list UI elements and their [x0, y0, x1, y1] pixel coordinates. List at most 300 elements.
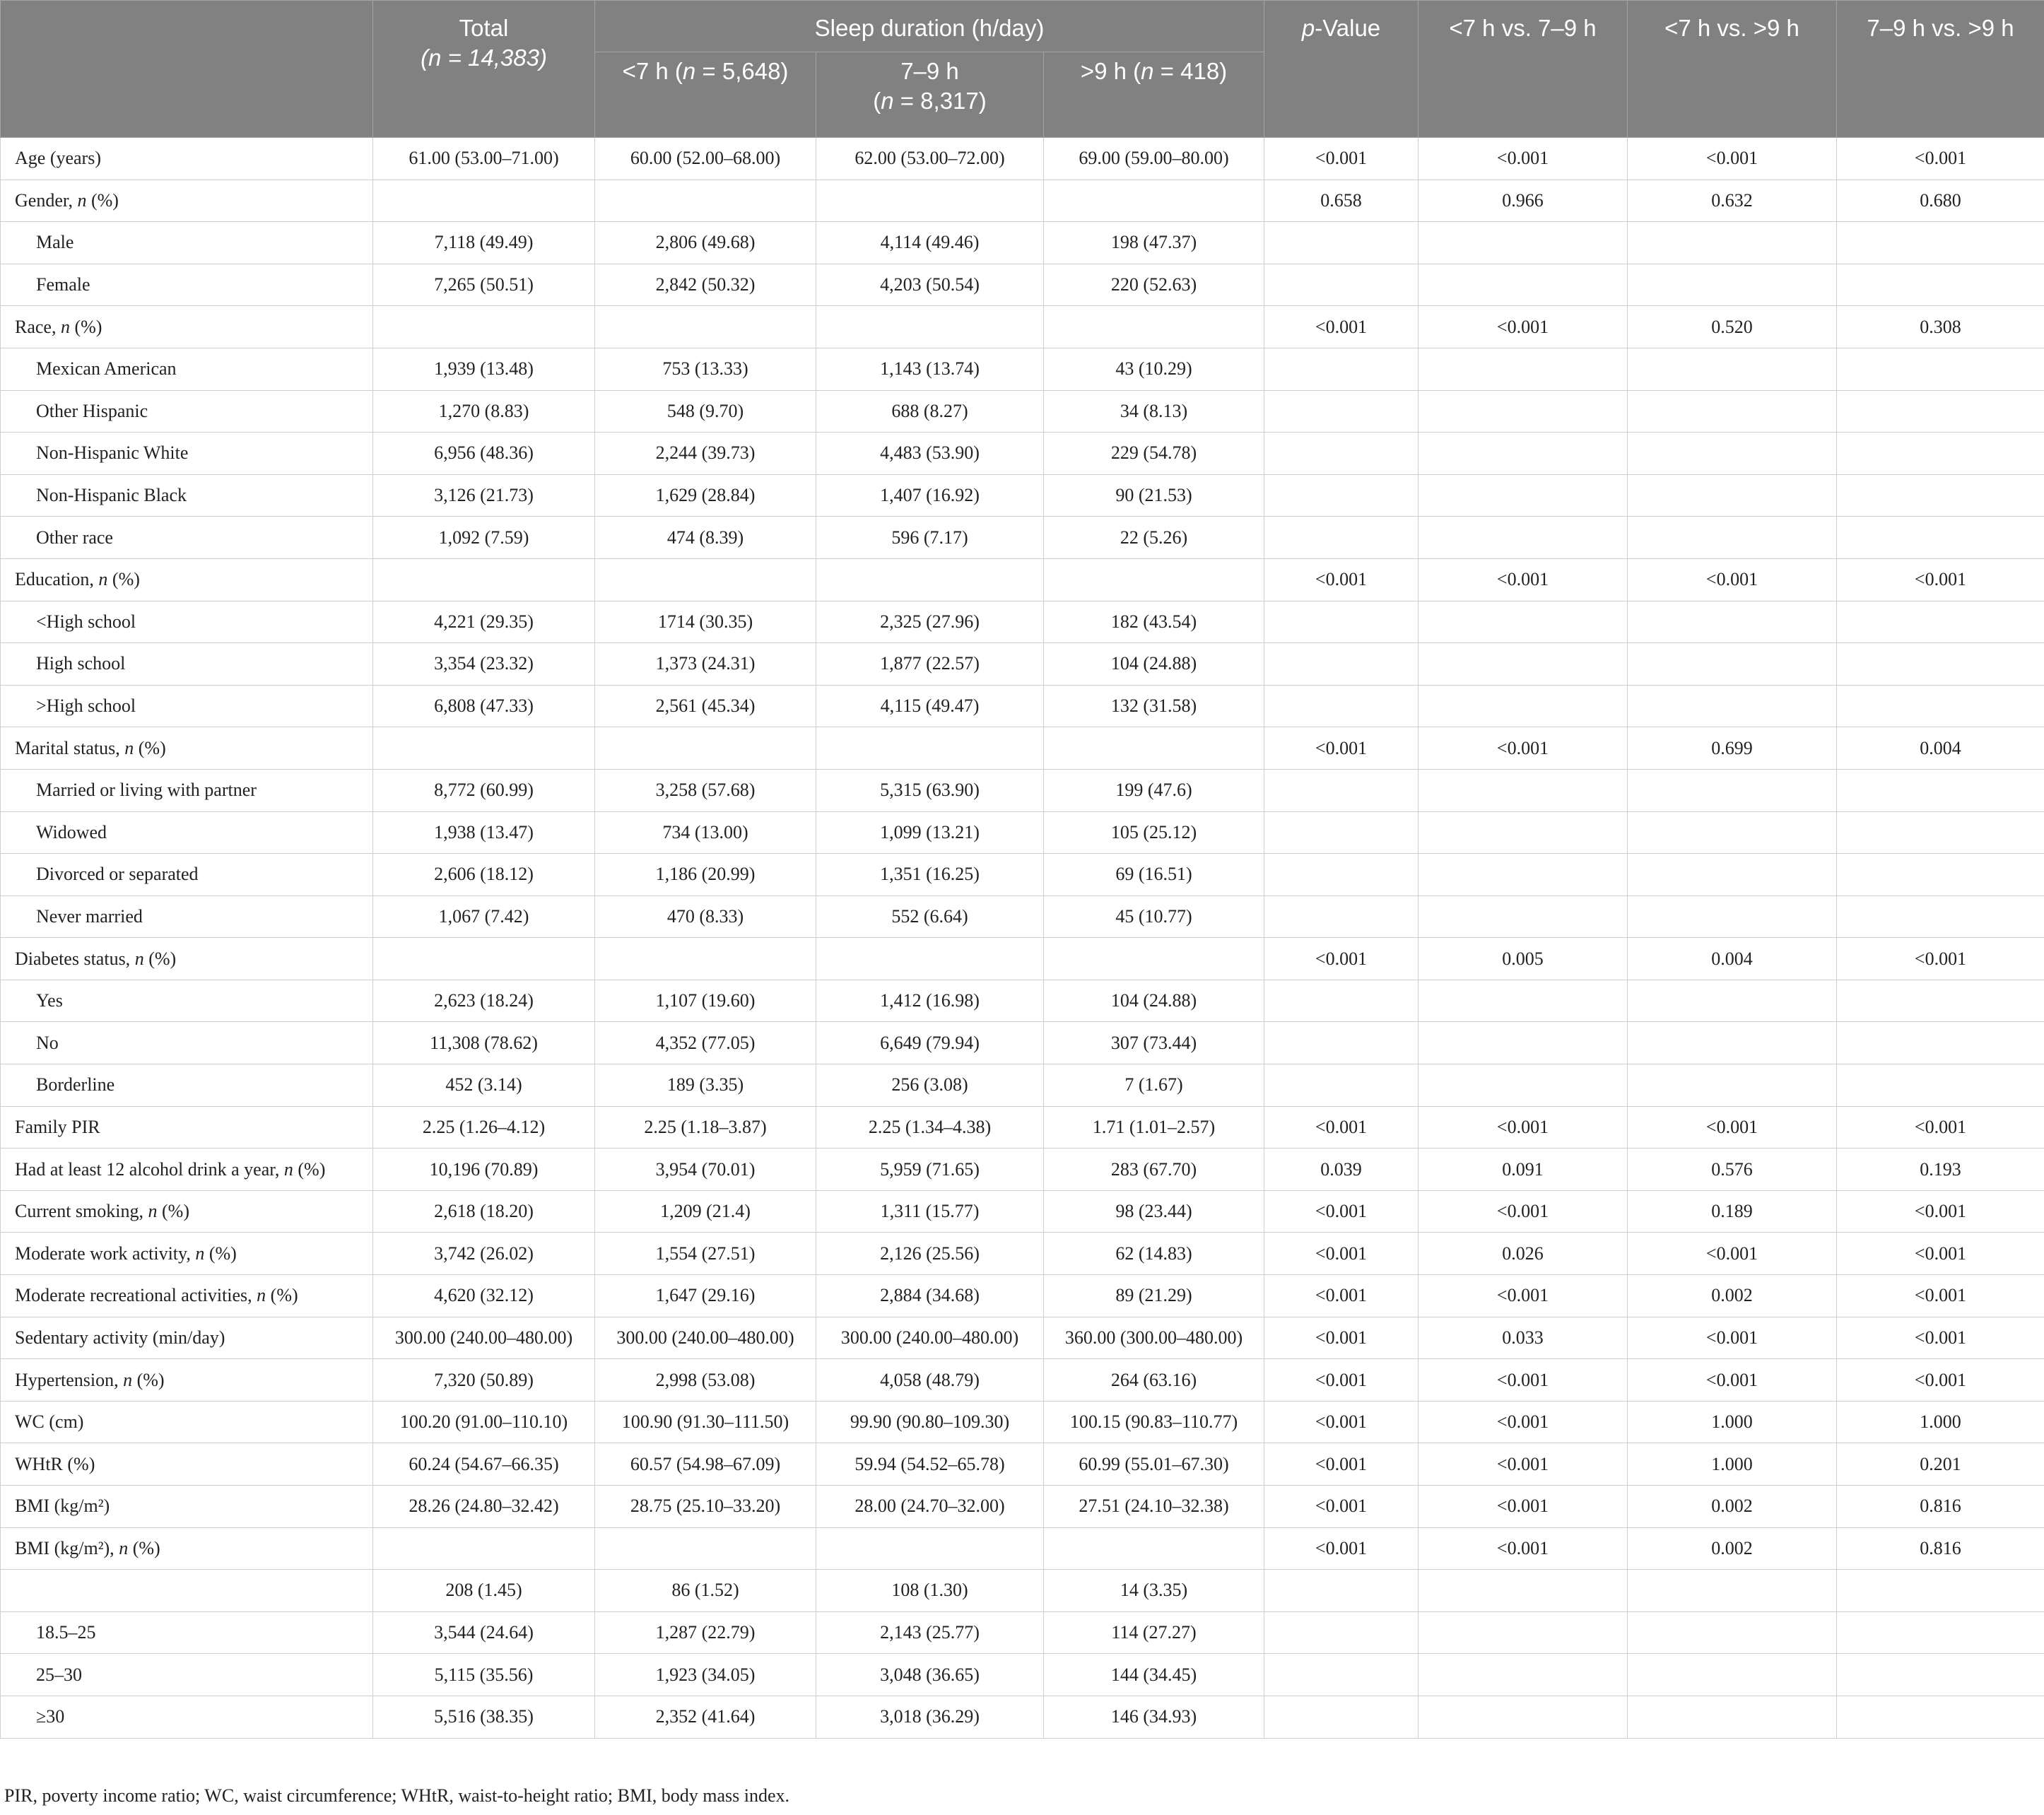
table-cell: 3,742 (26.02): [373, 1233, 595, 1275]
table-cell: 5,959 (71.65): [816, 1149, 1044, 1191]
table-cell: 0.005: [1419, 938, 1628, 980]
header-blank-cell: [1, 1, 373, 138]
table-footnote: PIR, poverty income ratio; WC, waist circumference; WHtR, waist-to-height ratio; BMI, body mass index.: [4, 1785, 790, 1806]
table-cell: [816, 306, 1044, 348]
table-cell: 0.520: [1628, 306, 1837, 348]
row-label: Current smoking, n (%): [1, 1190, 373, 1233]
table-cell: <0.001: [1419, 1443, 1628, 1486]
table-cell: 0.658: [1264, 180, 1419, 222]
row-label: Sedentary activity (min/day): [1, 1317, 373, 1359]
table-row: [1, 727, 2044, 770]
table-cell: 1.71 (1.01–2.57): [1044, 1106, 1264, 1149]
table-cell: 198 (47.37): [1044, 222, 1264, 264]
table-cell: 90 (21.53): [1044, 474, 1264, 517]
table-cell: [1628, 348, 1837, 390]
table-cell: [1419, 348, 1628, 390]
table-cell: 1,629 (28.84): [595, 474, 816, 517]
table-cell: <0.001: [1837, 1233, 2044, 1275]
table-cell: [1628, 854, 1837, 896]
table-row: [1, 558, 2044, 601]
table-cell: 0.308: [1837, 306, 2044, 348]
table-cell: [1837, 811, 2044, 854]
table-cell: [1837, 1611, 2044, 1654]
table-cell: [373, 558, 595, 601]
table-cell: [1628, 264, 1837, 306]
table-cell: 0.699: [1628, 727, 1837, 770]
table-cell: 7,265 (50.51): [373, 264, 595, 306]
table-cell: [1837, 348, 2044, 390]
table-cell: [1264, 390, 1419, 433]
table-cell: [1419, 685, 1628, 727]
row-label: Mexican American: [1, 348, 373, 390]
table-cell: 1,092 (7.59): [373, 517, 595, 559]
table-cell: 1,270 (8.83): [373, 390, 595, 433]
row-label: <High school: [1, 601, 373, 643]
table-header: [1, 1, 2044, 138]
table-cell: [1837, 433, 2044, 475]
table-cell: 3,544 (24.64): [373, 1611, 595, 1654]
table-row: [1, 1611, 2044, 1654]
table-cell: 0.002: [1628, 1275, 1837, 1317]
table-row: [1, 643, 2044, 686]
table-cell: 62.00 (53.00–72.00): [816, 138, 1044, 180]
table-cell: <0.001: [1628, 558, 1837, 601]
table-cell: 62 (14.83): [1044, 1233, 1264, 1275]
table-cell: 474 (8.39): [595, 517, 816, 559]
table-cell: 4,114 (49.46): [816, 222, 1044, 264]
table-row: [1, 264, 2044, 306]
table-cell: 1.000: [1837, 1401, 2044, 1443]
table-cell: [595, 558, 816, 601]
table-cell: [1837, 769, 2044, 811]
table-cell: <0.001: [1837, 1106, 2044, 1149]
table-cell: [595, 1527, 816, 1570]
table-row: [1, 222, 2044, 264]
table-cell: [1264, 854, 1419, 896]
row-label: Diabetes status, n (%): [1, 938, 373, 980]
table-cell: 470 (8.33): [595, 895, 816, 938]
table-cell: [1628, 895, 1837, 938]
table-cell: 1,287 (22.79): [595, 1611, 816, 1654]
header-total-title: Total: [459, 15, 509, 41]
table-cell: 2,244 (39.73): [595, 433, 816, 475]
table-cell: 1,209 (21.4): [595, 1190, 816, 1233]
row-label: Non-Hispanic Black: [1, 474, 373, 517]
table-cell: 108 (1.30): [816, 1570, 1044, 1612]
table-row: [1, 811, 2044, 854]
table-cell: [1837, 1064, 2044, 1107]
row-label: Widowed: [1, 811, 373, 854]
table-cell: 8,772 (60.99): [373, 769, 595, 811]
table-cell: [595, 306, 816, 348]
table-cell: [1837, 390, 2044, 433]
table-cell: [1837, 854, 2044, 896]
table-cell: 753 (13.33): [595, 348, 816, 390]
table-cell: <0.001: [1837, 1317, 2044, 1359]
table-row: [1, 1190, 2044, 1233]
table-cell: <0.001: [1837, 138, 2044, 180]
row-label: Moderate recreational activities, n (%): [1, 1275, 373, 1317]
table-cell: [1628, 643, 1837, 686]
table-cell: 4,352 (77.05): [595, 1022, 816, 1064]
table-cell: 104 (24.88): [1044, 643, 1264, 686]
header-sleep-duration: Sleep duration (h/day): [595, 1, 1264, 52]
table-cell: <0.001: [1419, 1486, 1628, 1528]
table-cell: 1,412 (16.98): [816, 980, 1044, 1022]
table-cell: <0.001: [1419, 727, 1628, 770]
table-cell: <0.001: [1419, 138, 1628, 180]
table-cell: [1419, 854, 1628, 896]
table-row: [1, 1486, 2044, 1528]
table-cell: 7,118 (49.49): [373, 222, 595, 264]
table-cell: 300.00 (240.00–480.00): [595, 1317, 816, 1359]
table-cell: 199 (47.6): [1044, 769, 1264, 811]
table-cell: 1,923 (34.05): [595, 1654, 816, 1696]
table-cell: 7 (1.67): [1044, 1064, 1264, 1107]
table-row: [1, 854, 2044, 896]
row-label: BMI (kg/m²): [1, 1486, 373, 1528]
table-cell: 146 (34.93): [1044, 1696, 1264, 1738]
table-cell: [1628, 980, 1837, 1022]
table-cell: 4,221 (29.35): [373, 601, 595, 643]
table-cell: <0.001: [1419, 1401, 1628, 1443]
table-row: [1, 1359, 2044, 1402]
table-cell: 0.004: [1837, 727, 2044, 770]
table-row: [1, 306, 2044, 348]
table-cell: 2,561 (45.34): [595, 685, 816, 727]
table-cell: [1264, 433, 1419, 475]
table-cell: [1419, 517, 1628, 559]
table-cell: [1264, 1696, 1419, 1738]
table-cell: 2,618 (18.20): [373, 1190, 595, 1233]
table-cell: 283 (67.70): [1044, 1149, 1264, 1191]
table-cell: [1419, 390, 1628, 433]
table-cell: 0.026: [1419, 1233, 1628, 1275]
table-cell: <0.001: [1264, 727, 1419, 770]
table-row: [1, 390, 2044, 433]
table-cell: [1419, 474, 1628, 517]
table-cell: <0.001: [1837, 938, 2044, 980]
table-cell: 0.033: [1419, 1317, 1628, 1359]
table-cell: 1,938 (13.47): [373, 811, 595, 854]
table-cell: 548 (9.70): [595, 390, 816, 433]
table-row: [1, 1317, 2044, 1359]
table-cell: [1837, 601, 2044, 643]
header-gt9: >9 h (n = 418): [1044, 52, 1264, 138]
table-row: [1, 1064, 2044, 1107]
table-cell: 552 (6.64): [816, 895, 1044, 938]
table-row: [1, 474, 2044, 517]
table-cell: 1,939 (13.48): [373, 348, 595, 390]
table-cell: [1837, 222, 2044, 264]
table-cell: [1628, 390, 1837, 433]
row-label: Education, n (%): [1, 558, 373, 601]
table-cell: [595, 938, 816, 980]
table-cell: 7,320 (50.89): [373, 1359, 595, 1402]
table-cell: 69 (16.51): [1044, 854, 1264, 896]
table-cell: 1,877 (22.57): [816, 643, 1044, 686]
table-cell: [1837, 1696, 2044, 1738]
table-cell: 1.000: [1628, 1443, 1837, 1486]
table-cell: 1,311 (15.77): [816, 1190, 1044, 1233]
header-pvalue: p-Value: [1264, 1, 1419, 138]
table-cell: 61.00 (53.00–71.00): [373, 138, 595, 180]
table-cell: [1628, 474, 1837, 517]
table-cell: [816, 180, 1044, 222]
table-cell: <0.001: [1837, 1190, 2044, 1233]
table-cell: <0.001: [1628, 1106, 1837, 1149]
table-cell: [1264, 264, 1419, 306]
table-cell: [373, 306, 595, 348]
table-cell: 1.000: [1628, 1401, 1837, 1443]
table-cell: [1837, 1022, 2044, 1064]
table-cell: <0.001: [1628, 1317, 1837, 1359]
table-cell: 3,354 (23.32): [373, 643, 595, 686]
table-cell: [1837, 643, 2044, 686]
table-cell: 4,058 (48.79): [816, 1359, 1044, 1402]
table-cell: [1419, 1064, 1628, 1107]
table-cell: <0.001: [1264, 1106, 1419, 1149]
table-cell: [1628, 811, 1837, 854]
table-cell: 60.57 (54.98–67.09): [595, 1443, 816, 1486]
table-cell: 734 (13.00): [595, 811, 816, 854]
row-label: Divorced or separated: [1, 854, 373, 896]
table-row: [1, 1106, 2044, 1149]
table-cell: 28.00 (24.70–32.00): [816, 1486, 1044, 1528]
table-cell: <0.001: [1837, 558, 2044, 601]
table-cell: 34 (8.13): [1044, 390, 1264, 433]
table-cell: [1628, 601, 1837, 643]
table-cell: <0.001: [1628, 1359, 1837, 1402]
table-cell: 0.189: [1628, 1190, 1837, 1233]
table-cell: [1628, 433, 1837, 475]
table-row: [1, 1570, 2044, 1612]
row-label: Hypertension, n (%): [1, 1359, 373, 1402]
table-cell: [1628, 517, 1837, 559]
table-cell: [1264, 685, 1419, 727]
table-cell: 0.632: [1628, 180, 1837, 222]
table-cell: 2,998 (53.08): [595, 1359, 816, 1402]
table-cell: [1419, 895, 1628, 938]
table-cell: 1,351 (16.25): [816, 854, 1044, 896]
table-cell: [816, 558, 1044, 601]
table-cell: 2,126 (25.56): [816, 1233, 1044, 1275]
table-cell: [1837, 1570, 2044, 1612]
table-cell: 1,554 (27.51): [595, 1233, 816, 1275]
table-cell: 264 (63.16): [1044, 1359, 1264, 1402]
header-lt7: <7 h (n = 5,648): [595, 52, 816, 138]
table-row: [1, 601, 2044, 643]
header-lt7-vs-gt9: <7 h vs. >9 h: [1628, 1, 1837, 138]
table-cell: [1419, 1570, 1628, 1612]
table-cell: 0.004: [1628, 938, 1837, 980]
table-row: [1, 1149, 2044, 1191]
table-cell: 3,126 (21.73): [373, 474, 595, 517]
table-cell: <0.001: [1264, 1486, 1419, 1528]
table-cell: [373, 1527, 595, 1570]
table-cell: [1264, 1022, 1419, 1064]
row-label: ≥30: [1, 1696, 373, 1738]
table-cell: 0.091: [1419, 1149, 1628, 1191]
table-cell: [1628, 1654, 1837, 1696]
table-cell: 114 (27.27): [1044, 1611, 1264, 1654]
table-cell: 2,623 (18.24): [373, 980, 595, 1022]
table-cell: [1264, 601, 1419, 643]
table-cell: 2.25 (1.18–3.87): [595, 1106, 816, 1149]
table-cell: 688 (8.27): [816, 390, 1044, 433]
table-cell: 1,407 (16.92): [816, 474, 1044, 517]
table-cell: 2,842 (50.32): [595, 264, 816, 306]
table-cell: <0.001: [1628, 1233, 1837, 1275]
table-cell: [1264, 348, 1419, 390]
table-row: [1, 1696, 2044, 1738]
table-cell: [1419, 601, 1628, 643]
table-cell: <0.001: [1628, 138, 1837, 180]
table-cell: 360.00 (300.00–480.00): [1044, 1317, 1264, 1359]
table-cell: 2,352 (41.64): [595, 1696, 816, 1738]
table-cell: 98 (23.44): [1044, 1190, 1264, 1233]
table-row: [1, 895, 2044, 938]
table-row: [1, 1401, 2044, 1443]
table-cell: 0.039: [1264, 1149, 1419, 1191]
table-cell: 22 (5.26): [1044, 517, 1264, 559]
table-row: [1, 180, 2044, 222]
table-row: [1, 1275, 2044, 1317]
table-cell: <0.001: [1419, 306, 1628, 348]
table-cell: 0.193: [1837, 1149, 2044, 1191]
table-cell: [1837, 1654, 2044, 1696]
row-label: Had at least 12 alcohol drink a year, n (%): [1, 1149, 373, 1191]
row-label: Other race: [1, 517, 373, 559]
table-cell: 0.680: [1837, 180, 2044, 222]
row-label: 25–30: [1, 1654, 373, 1696]
table-cell: [1419, 433, 1628, 475]
table-cell: 2,806 (49.68): [595, 222, 816, 264]
table-cell: 256 (3.08): [816, 1064, 1044, 1107]
table-cell: 6,649 (79.94): [816, 1022, 1044, 1064]
header-mid-title: 7–9 h: [900, 58, 959, 84]
table-cell: [1837, 264, 2044, 306]
table-cell: 2,606 (18.12): [373, 854, 595, 896]
header-total-n: (n = 14,383): [421, 45, 547, 71]
table-row: [1, 1022, 2044, 1064]
row-label: Borderline: [1, 1064, 373, 1107]
row-label: Married or living with partner: [1, 769, 373, 811]
table-cell: 4,203 (50.54): [816, 264, 1044, 306]
table-cell: [816, 727, 1044, 770]
table-cell: 86 (1.52): [595, 1570, 816, 1612]
table-cell: [1264, 517, 1419, 559]
table-cell: [1419, 222, 1628, 264]
table-cell: 3,048 (36.65): [816, 1654, 1044, 1696]
table-cell: [1264, 1611, 1419, 1654]
table-cell: <0.001: [1419, 1106, 1628, 1149]
table-cell: [373, 180, 595, 222]
table-cell: [1264, 474, 1419, 517]
row-label: WC (cm): [1, 1401, 373, 1443]
table-cell: [1628, 1064, 1837, 1107]
table-row: [1, 1233, 2044, 1275]
table-cell: [1419, 643, 1628, 686]
table-cell: 1,107 (19.60): [595, 980, 816, 1022]
table-cell: 307 (73.44): [1044, 1022, 1264, 1064]
table-cell: [373, 727, 595, 770]
table-row: [1, 138, 2044, 180]
row-label: Moderate work activity, n (%): [1, 1233, 373, 1275]
table-cell: 596 (7.17): [816, 517, 1044, 559]
table-cell: [1837, 474, 2044, 517]
table-body: [1, 138, 2044, 1739]
table-cell: 4,483 (53.90): [816, 433, 1044, 475]
row-label: Gender, n (%): [1, 180, 373, 222]
table-cell: <0.001: [1837, 1359, 2044, 1402]
table-cell: 1,067 (7.42): [373, 895, 595, 938]
table-cell: 60.00 (52.00–68.00): [595, 138, 816, 180]
table-cell: [1264, 811, 1419, 854]
table-cell: 59.94 (54.52–65.78): [816, 1443, 1044, 1486]
table-cell: 28.26 (24.80–32.42): [373, 1486, 595, 1528]
table-cell: 1,143 (13.74): [816, 348, 1044, 390]
table-cell: 189 (3.35): [595, 1064, 816, 1107]
table-cell: [1264, 895, 1419, 938]
table-cell: [1264, 980, 1419, 1022]
table-cell: 0.576: [1628, 1149, 1837, 1191]
table-cell: [816, 938, 1044, 980]
table-cell: 6,808 (47.33): [373, 685, 595, 727]
table-cell: [1837, 980, 2044, 1022]
row-label: Yes: [1, 980, 373, 1022]
table-cell: [1044, 558, 1264, 601]
table-cell: 300.00 (240.00–480.00): [816, 1317, 1044, 1359]
table-cell: 100.20 (91.00–110.10): [373, 1401, 595, 1443]
table-cell: <0.001: [1264, 1317, 1419, 1359]
table-cell: 99.90 (90.80–109.30): [816, 1401, 1044, 1443]
row-label: 18.5–25: [1, 1611, 373, 1654]
table-cell: [1419, 1022, 1628, 1064]
table-cell: [1837, 517, 2044, 559]
table-cell: 60.99 (55.01–67.30): [1044, 1443, 1264, 1486]
row-label: BMI (kg/m²), n (%): [1, 1527, 373, 1570]
table-cell: <0.001: [1264, 1359, 1419, 1402]
table-cell: 1,186 (20.99): [595, 854, 816, 896]
row-label: Male: [1, 222, 373, 264]
table-cell: [1419, 980, 1628, 1022]
table-cell: [1419, 264, 1628, 306]
table-cell: 100.90 (91.30–111.50): [595, 1401, 816, 1443]
table-cell: [1419, 1654, 1628, 1696]
row-label: >High school: [1, 685, 373, 727]
row-label: Family PIR: [1, 1106, 373, 1149]
table-cell: [1628, 1696, 1837, 1738]
table-cell: [1419, 769, 1628, 811]
table-cell: 1,099 (13.21): [816, 811, 1044, 854]
table-cell: 220 (52.63): [1044, 264, 1264, 306]
table-cell: 2.25 (1.34–4.38): [816, 1106, 1044, 1149]
table-cell: 14 (3.35): [1044, 1570, 1264, 1612]
table-cell: <0.001: [1264, 1190, 1419, 1233]
table-cell: 144 (34.45): [1044, 1654, 1264, 1696]
table-cell: <0.001: [1419, 1275, 1628, 1317]
table-cell: 0.002: [1628, 1486, 1837, 1528]
table-cell: [1044, 180, 1264, 222]
table-cell: 5,516 (38.35): [373, 1696, 595, 1738]
table-cell: [1628, 1611, 1837, 1654]
header-mid-n: (n = 8,317): [873, 88, 987, 114]
table-cell: [1264, 1654, 1419, 1696]
table-cell: 3,018 (36.29): [816, 1696, 1044, 1738]
table-cell: 1,647 (29.16): [595, 1275, 816, 1317]
table-row: [1, 348, 2044, 390]
